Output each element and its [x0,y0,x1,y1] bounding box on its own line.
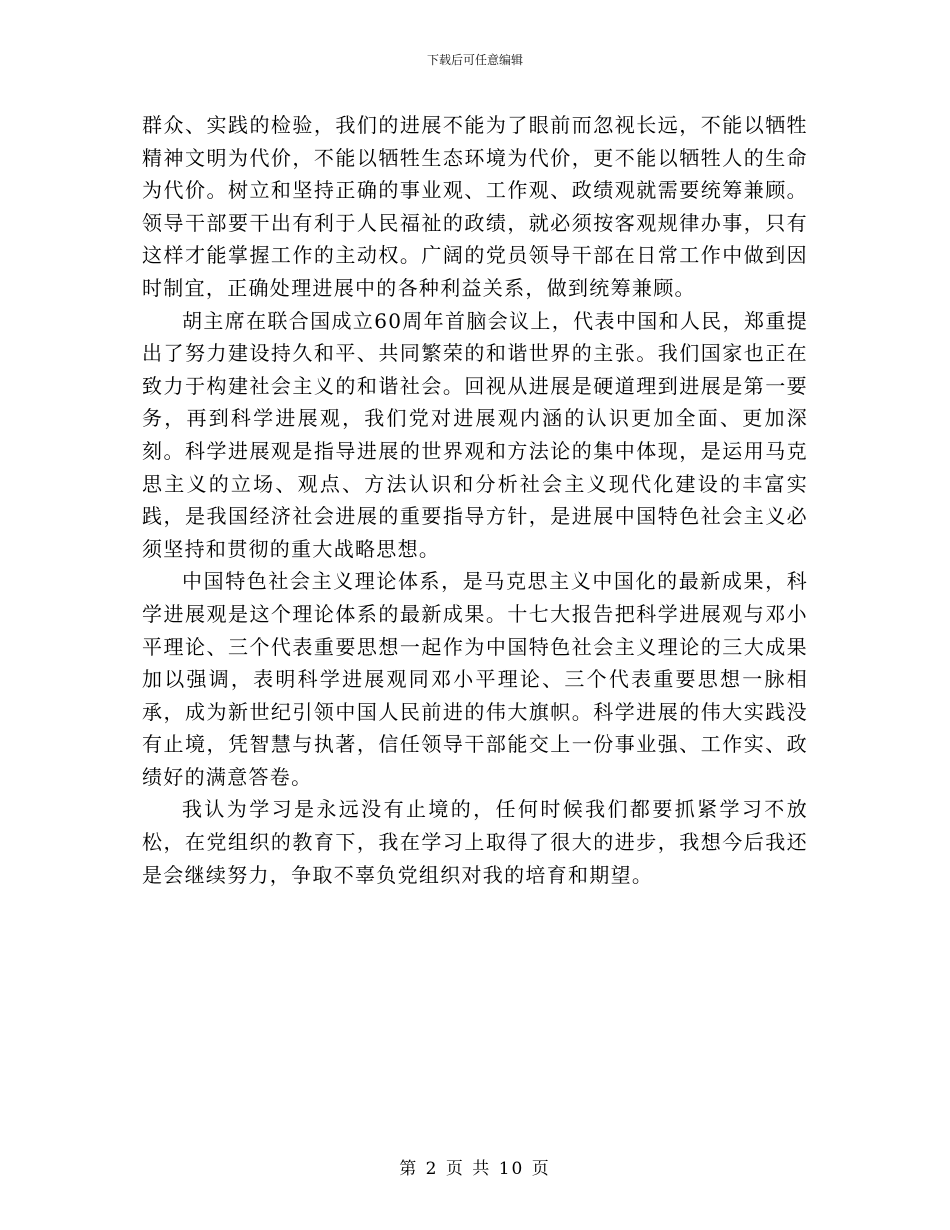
page-header: 下载后可任意编辑 [426,53,523,67]
current-page-number: 2 [425,1159,439,1179]
page-prefix: 第 [399,1159,419,1179]
total-label: 页 [531,1159,551,1179]
paragraph-2: 胡主席在联合国成立60周年首脑会议上，代表中国和人民，郑重提出了努力建设持久和平、共同繁荣的和谐世界的主张。我们国家也正在致力于构建社会主义的和谐社会。回视从进展是硬道理到进展是第一要务，再到科学进展观，我们党对进展观内涵的认识更加全面、更加深刻。科学进展观是指导进展的世界观和方法论的集中体现，是运用马克思主义的立场、观点、方法认识和分析社会主义现代化建设的丰富实践，是我国经济社会进展的重要指导方针，是进展中国特色社会主义必须坚持和贯彻的重大战略思想。 [142,308,808,561]
paragraph-4: 我认为学习是永远没有止境的，任何时候我们都要抓紧学习不放松，在党组织的教育下，我在学习上取得了很大的进步，我想今后我还是会继续努力，争取不辜负党组织对我的培育和期望。 [142,797,808,887]
page-label: 页 [445,1159,465,1179]
total-pages-number: 10 [498,1159,525,1179]
paragraph-1: 群众、实践的检验，我们的进展不能为了眼前而忽视长远，不能以牺牲精神文明为代价，不能以牺牲生态环境为代价，更不能以牺牲人的生命为代价。树立和坚持正确的事业观、工作观、政绩观就需要统筹兼顾。领导干部要干出有利于人民福祉的政绩，就必须按客观规律办事，只有这样才能掌握工作的主动权。广阔的党员领导干部在日常工作中做到因时制宜，正确处理进展中的各种利益关系，做到统筹兼顾。 [142,113,808,300]
paragraph-3: 中国特色社会主义理论体系，是马克思主义中国化的最新成果，科学进展观是这个理论体系的最新成果。十七大报告把科学进展观与邓小平理论、三个代表重要思想一起作为中国特色社会主义理论的三大成果加以强调，表明科学进展观同邓小平理论、三个代表重要思想一脉相承，成为新世纪引领中国人民前进的伟大旗帜。科学进展的伟大实践没有止境，凭智慧与执著，信任领导干部能交上一份事业强、工作实、政绩好的满意答卷。 [142,569,808,789]
document-body [142,109,808,891]
page-footer [0,1158,950,1180]
total-prefix: 共 [472,1159,492,1179]
